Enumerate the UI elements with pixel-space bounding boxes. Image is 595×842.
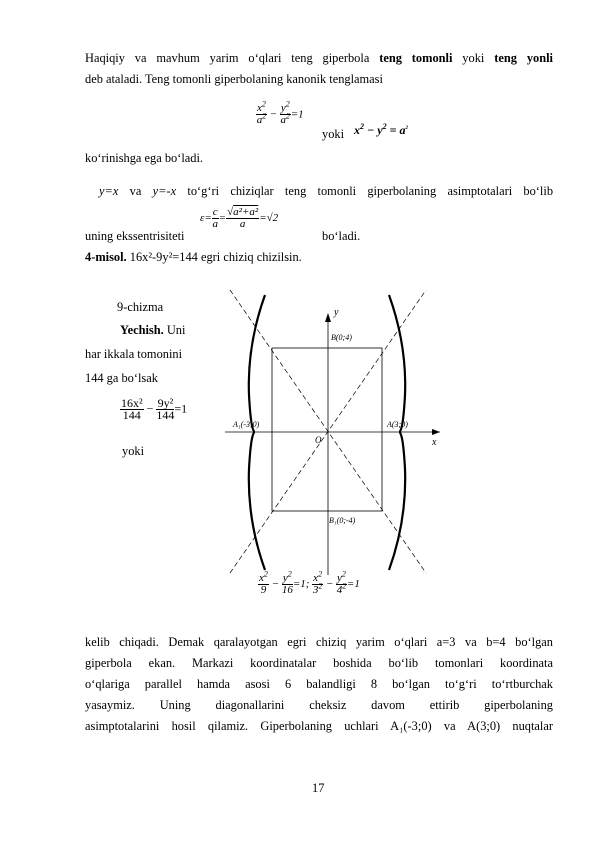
solution-start: Yechish. Uni [120, 323, 186, 337]
origin-label: O [315, 435, 322, 445]
page-number: 17 [312, 781, 325, 795]
conclusion-line-5: asimptotalarini hosil qilamiz. Giperbolaning uchlari A₁(-3;0) va A(3;0) nuqtalar [85, 719, 553, 733]
solution-line-3: 144 ga bo‘lsak [85, 371, 158, 385]
conclusion-line-4: yasaymiz. Uning diagonallarini cheksiz davom ettirib giperbolaning [85, 698, 553, 712]
alt-equation: $x^2 - y^2 = a^2$ [354, 122, 408, 137]
y-axis-label: y [334, 307, 339, 318]
yoki-word-2: yoki [122, 444, 145, 458]
conclusion-paragraph [85, 632, 553, 737]
y-axis-arrow [325, 313, 331, 322]
eccentricity-formula: ε= $\frac{c}{a}$ = $\frac{\text{√a²+a²}}{a}$ =√2 [200, 206, 279, 230]
left-branch [249, 295, 265, 570]
solution-line-2: har ikkala tomonini [85, 347, 183, 361]
point-a1-label: A₁(-3;0) [233, 420, 260, 429]
point-b1-label: B₁(0;-4) [329, 516, 356, 525]
asymptote-paragraph [85, 181, 553, 202]
point-b-label: B(0;4) [331, 333, 352, 342]
conclusion-line-3: o‘qlariga parallel hamda asosi 6 balandligi 8 bo‘lgan to‘g‘ri to‘rtburchak [85, 677, 553, 691]
example-heading: 4-misol. 16x²-9y²=144 egri chiziq chizilsin. [85, 250, 302, 264]
conclusion-line-1: kelib chiqadi. Demak qaralayotgan egri chiziq yarim o‘qlari a=3 va b=4 bo‘lgan [85, 635, 553, 649]
intro-line-1: Haqiqiy va mavhum yarim o‘qlari teng giperbola teng tomonli yoki teng yonli [85, 51, 553, 65]
figure-label: 9-chizma [117, 300, 164, 314]
asymptote-line-1: y=x va y=-x to‘g‘ri chiziqlar teng tomonli giperbolaning asimptotalari bo‘lib [99, 184, 554, 198]
canonical-equation: $\frac{x^2}{a^2}$ − $\frac{y^2}{a^2}$ =1 [256, 99, 304, 126]
p2-text: ko‘rinishga ega bo‘ladi. [85, 151, 204, 165]
asymptote-line-2-start: uning ekssentrisiteti [85, 229, 185, 243]
hyperbola-figure [225, 285, 445, 575]
x-axis-label: x [432, 437, 437, 448]
yoki-word-1: yoki [322, 127, 345, 141]
asymptote-line-2-end: bo‘ladi. [322, 229, 361, 243]
hyperbola-equation: $\frac{x^2}{9}$ − $\frac{y^2}{16}$ =1; $\frac{x^2}{3^2}$ − $\frac{y^2}{4^2}$ =1 [259, 569, 360, 596]
conclusion-line-2: giperbola ekan. Markazi koordinatalar boshida bo‘lib tomonlari koordinata [85, 656, 553, 670]
x-axis-arrow [432, 429, 440, 435]
intro-paragraph [85, 48, 553, 90]
right-branch [389, 295, 405, 570]
point-a-label: A(3;0) [387, 420, 408, 429]
intro-line-2: deb ataladi. Teng tomonli giperbolaning kanonik tenglamasi [85, 72, 383, 86]
divided-equation: $\frac{\text{16x²}}{144}$ − $\frac{\text{9y²}}{144}$ =1 [121, 396, 188, 422]
